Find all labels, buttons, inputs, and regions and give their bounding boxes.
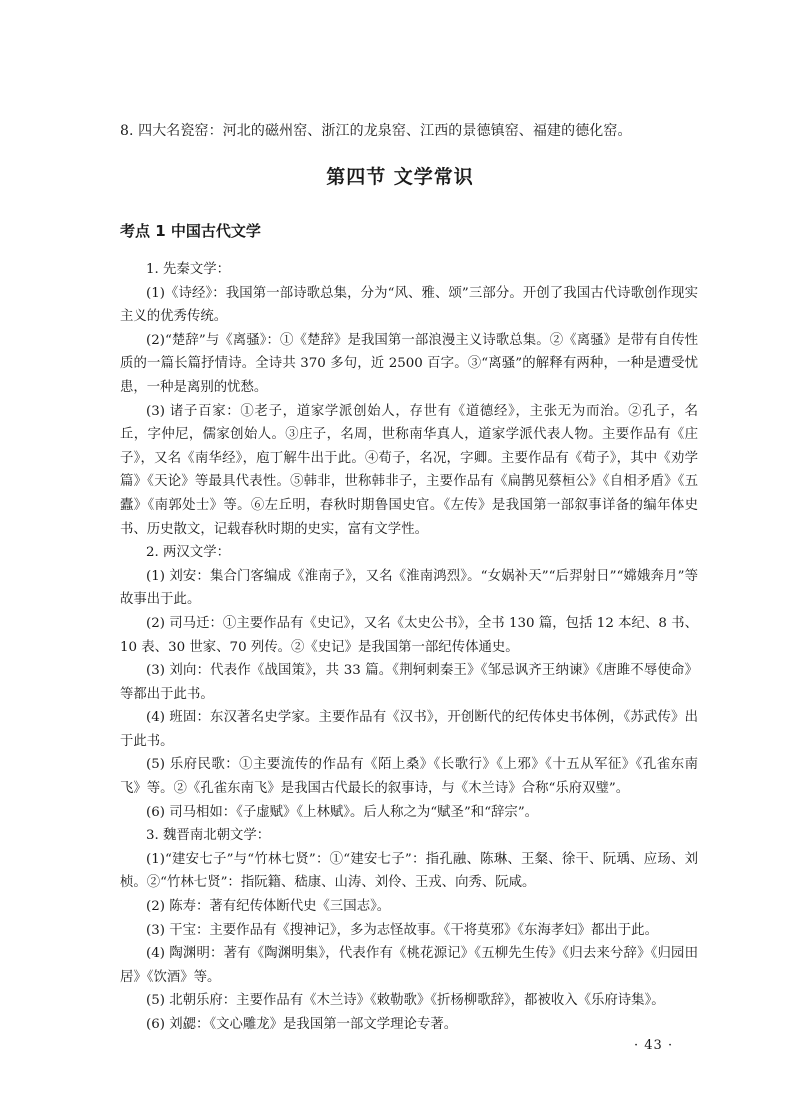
paragraph: (2)“楚辞”与《离骚》：①《楚辞》是我国第一部浪漫主义诗歌总集。②《离骚》是带有自传性质的一篇长篇抒情诗。全诗共 370 多句，近 2500 百字。③“离骚”的解释有两种，一种是遭受忧患，一种是离别的忧愁。 — [120, 332, 698, 395]
paragraph: (2) 陈寿：著有纪传体断代史《三国志》。 — [146, 899, 391, 915]
paragraph-heading: 1. 先秦文学： — [146, 262, 230, 277]
paragraph-heading: 3. 魏晋南北朝文学： — [146, 828, 271, 844]
paragraph: (4) 陶渊明：著有《陶渊明集》，代表作有《桃花源记》《五柳先生传》《归去来兮辞》《归园田居》《饮酒》等。 — [120, 946, 698, 985]
paragraph: (1)《诗经》：我国第一部诗歌总集，分为“风、雅、颂”三部分。开创了我国古代诗歌创作现实主义的优秀传统。 — [120, 285, 698, 325]
paragraph: (6) 刘勰：《文心雕龙》是我国第一部文学理论专著。 — [146, 1017, 458, 1032]
paragraph-heading: 2. 两汉文学： — [146, 545, 230, 561]
kaodian-heading: 考点 1 中国古代文学 — [120, 222, 261, 240]
paragraph: (1) 刘安：集合门客编成《淮南子》，又名《淮南鸿烈》。“女娲补天”“后羿射日”“嫦娥奔月”等故事出于此。 — [120, 568, 698, 608]
body-text — [120, 258, 698, 1037]
section-title: 第四节 文学常识 — [326, 166, 474, 188]
paragraph: (4) 班固：东汉著名史学家。主要作品有《汉书》，开创断代的纪传体史书体例，《苏武传》出于此书。 — [120, 710, 698, 749]
paragraph: (5) 乐府民歌：①主要流传的作品有《陌上桑》《长歌行》《上邪》《十五从军征》《孔雀东南飞》等。②《孔雀东南飞》是我国古代最长的叙事诗，与《木兰诗》合称“乐府双璧”。 — [120, 757, 698, 797]
paragraph: (6) 司马相如：《子虚赋》《上林赋》。后人称之为“赋圣”和“辞宗”。 — [146, 804, 539, 820]
paragraph: (3) 诸子百家：①老子，道家学派创始人，存世有《道德经》，主张无为而治。②孔子，名丘，字仲尼，儒家创始人。③庄子，名周，世称南华真人，道家学派代表人物。主要作品有《庄子》，又名《南华经》，庖丁解牛出于此。④荀子，名况，字卿。主要作品有《荀子》，其中《劝学篇》《天论》等最具代表性。⑤韩非，世称韩非子，主要作品有《扁鹊见蔡桓公》《自相矛盾》《五蠹》《南郭处士》等。⑥左丘明，春秋时期鲁国史官。《左传》是我国第一部叙事详备的编年体史书、历史散文，记载春秋时期的史实，富有文学性。 — [120, 403, 698, 537]
paragraph: (1)“建安七子”与“竹林七贤”：①“建安七子”：指孔融、陈琳、王粲、徐干、阮瑀、应玚、刘桢。②“竹林七贤”：指阮籍、嵇康、山涛、刘伶、王戎、向秀、阮咸。 — [120, 851, 698, 891]
paragraph: (3) 刘向：代表作《战国策》，共 33 篇。《荆轲刺秦王》《邹忌讽齐王纳谏》《唐雎不辱使命》等都出于此书。 — [120, 663, 698, 702]
paragraph: (5) 北朝乐府：主要作品有《木兰诗》《敕勒歌》《折杨柳歌辞》，都被收入《乐府诗集》。 — [146, 993, 665, 1009]
paragraph: (3) 干宝：主要作品有《搜神记》，多为志怪故事。《干将莫邪》《东海孝妇》都出于此。 — [146, 922, 658, 938]
paragraph: (2) 司马迁：①主要作品有《史记》，又名《太史公书》，全书 130 篇，包括 12 本纪、8 书、10 表、30 世家、70 列传。②《史记》是我国第一部纪传体通史。 — [120, 615, 698, 655]
intro-line: 8. 四大名瓷窑：河北的磁州窑、浙江的龙泉窑、江西的景德镇窑、福建的德化窑。 — [120, 123, 632, 139]
page-number: · 43 · — [634, 1038, 674, 1053]
